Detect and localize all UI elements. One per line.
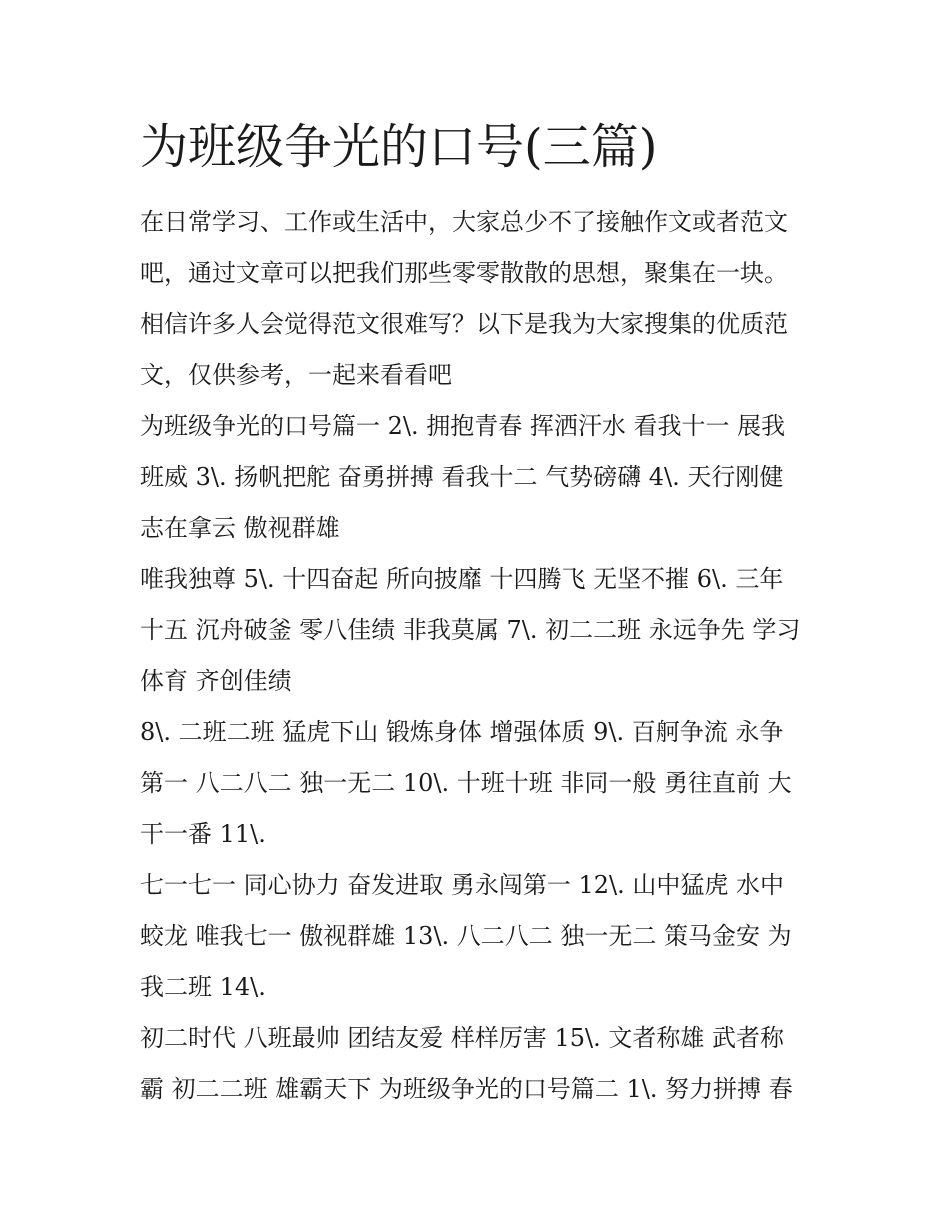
body-line: 为班级争光的口号篇一 2\. 拥抱青春 挥洒汗水 看我十一 展我: [140, 412, 786, 440]
document-body: [140, 197, 812, 1115]
body-line: 唯我独尊 5\. 十四奋起 所向披靡 十四腾飞 无坚不摧 6\. 三年: [140, 565, 784, 593]
body-line: 8\. 二班二班 猛虎下山 锻炼身体 增强体质 9\. 百舸争流 永争: [140, 718, 784, 746]
body-line: 我二班 14\.: [140, 973, 266, 1001]
body-line: 干一番 11\.: [140, 820, 266, 848]
body-line: 文，仅供参考，一起来看看吧: [140, 361, 452, 389]
body-line: 志在拿云 傲视群雄: [140, 514, 340, 542]
body-line: 在日常学习、工作或生活中，大家总少不了接触作文或者范文: [140, 208, 788, 236]
body-line: 七一七一 同心协力 奋发进取 勇永闯第一 12\. 山中猛虎 水中: [140, 871, 785, 899]
body-line: 第一 八二八二 独一无二 10\. 十班十班 非同一般 勇往直前 大: [140, 769, 792, 797]
body-line: 吧，通过文章可以把我们那些零零散散的思想，聚集在一块。: [140, 259, 788, 287]
body-line: 霸 初二二班 雄霸天下 为班级争光的口号篇二 1\. 努力拼搏 春: [140, 1075, 793, 1103]
body-line: 班威 3\. 扬帆把舵 奋勇拼搏 看我十二 气势磅礴 4\. 天行刚健: [140, 463, 784, 491]
document-title: 为班级争光的口号(三篇): [140, 119, 658, 175]
body-line: 体育 齐创佳绩: [140, 667, 292, 695]
body-line: 相信许多人会觉得范文很难写？以下是我为大家搜集的优质范: [140, 310, 788, 338]
body-line: 蛟龙 唯我七一 傲视群雄 13\. 八二八二 独一无二 策马金安 为: [140, 922, 792, 950]
body-line: 十五 沉舟破釜 零八佳绩 非我莫属 7\. 初二二班 永远争先 学习: [140, 616, 801, 644]
body-line: 初二时代 八班最帅 团结友爱 样样厉害 15\. 文者称雄 武者称: [140, 1024, 785, 1052]
